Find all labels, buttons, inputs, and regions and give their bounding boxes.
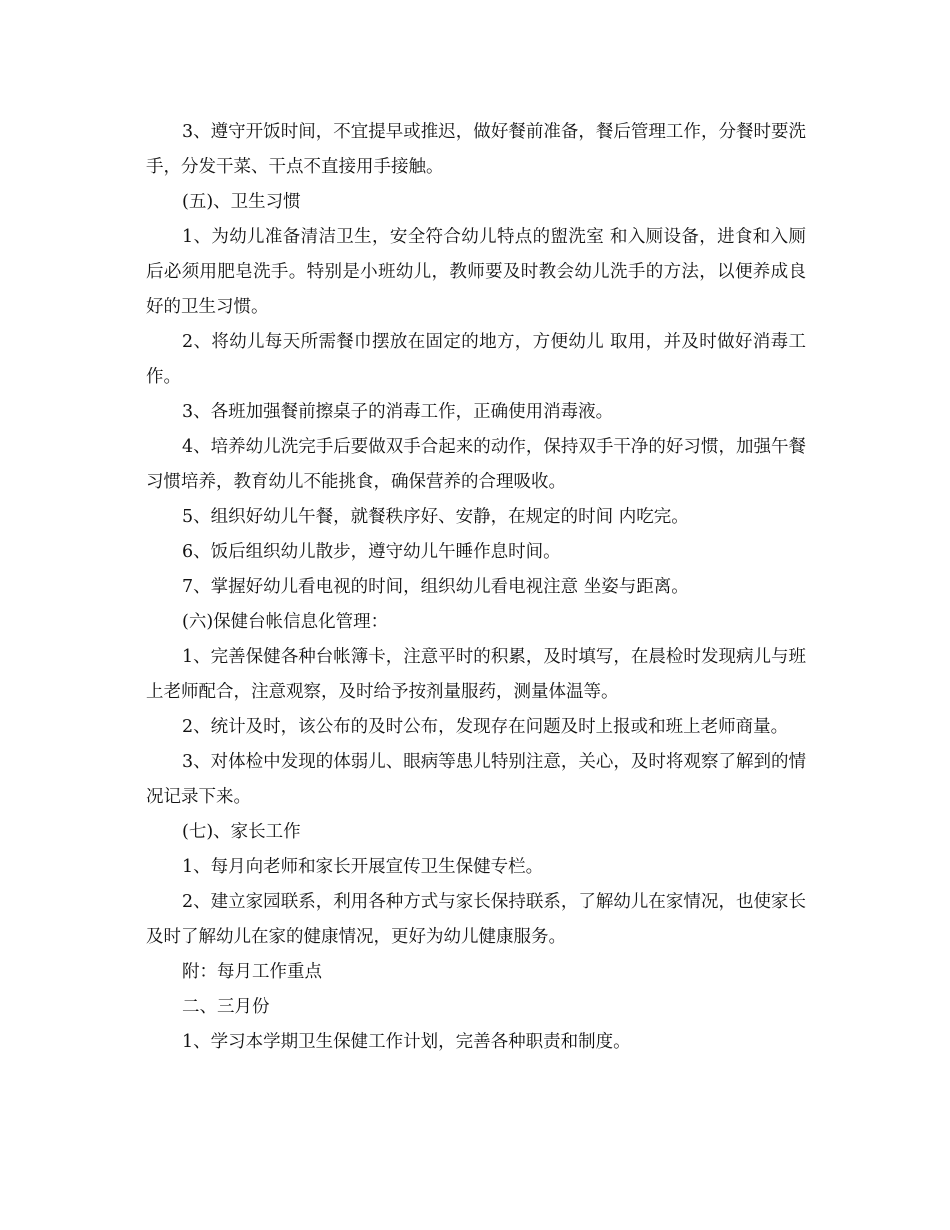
- paragraph-study-plan: 1、学习本学期卫生保健工作计划，完善各种职责和制度。: [182, 1032, 631, 1052]
- paragraph-napkins: 2、将幼儿每天所需餐巾摆放在固定的地方，方便幼儿 取用，并及时做好消毒工作。: [146, 332, 806, 387]
- paragraph-table-disinfection: 3、各班加强餐前擦桌子的消毒工作，正确使用消毒液。: [182, 402, 614, 422]
- document-body: [146, 115, 806, 1060]
- heading-february-march: 二、三月份: [182, 997, 270, 1017]
- heading-parent-work: (七)、家长工作: [182, 822, 301, 842]
- paragraph-washroom: 1、为幼儿准备清洁卫生，安全符合幼儿特点的盥洗室 和入厕设备，进食和入厕后必须用肥皂洗手。特别是小班幼儿，教师要及时教会幼儿洗手的方法，以便养成良好的卫生习惯。: [146, 227, 806, 317]
- heading-hygiene-habits: (五)、卫生习惯: [182, 192, 301, 212]
- paragraph-bulletin: 1、每月向老师和家长开展宣传卫生保健专栏。: [182, 857, 544, 877]
- paragraph-walk-nap: 6、饭后组织幼儿散步，遵守幼儿午睡作息时间。: [182, 542, 561, 562]
- paragraph-records-cards: 1、完善保健各种台帐簿卡，注意平时的积累，及时填写，在晨检时发现病儿与班上老师配合，注意观察，及时给予按剂量服药，测量体温等。: [146, 647, 806, 702]
- paragraph-lunch: 5、组织好幼儿午餐，就餐秩序好、安静，在规定的时间 内吃完。: [182, 507, 689, 527]
- paragraph-meal-time: 3、遵守开饭时间，不宜提早或推迟，做好餐前准备，餐后管理工作，分餐时要洗手，分发干菜、干点不直接用手接触。: [146, 122, 806, 177]
- heading-monthly-focus: 附：每月工作重点: [182, 962, 322, 982]
- paragraph-checkup: 3、对体检中发现的体弱儿、眼病等患儿特别注意，关心，及时将观察了解到的情况记录下来。: [146, 752, 806, 807]
- paragraph-home-contact: 2、建立家园联系，利用各种方式与家长保持联系，了解幼儿在家情况，也使家长及时了解幼儿在家的健康情况，更好为幼儿健康服务。: [146, 892, 806, 947]
- paragraph-tv-time: 7、掌握好幼儿看电视的时间，组织幼儿看电视注意 坐姿与距离。: [182, 577, 689, 597]
- paragraph-statistics: 2、统计及时，该公布的及时公布，发现存在问题及时上报或和班上老师商量。: [182, 717, 789, 737]
- heading-health-records: (六)保健台帐信息化管理：: [182, 612, 389, 632]
- paragraph-hand-habits: 4、培养幼儿洗完手后要做双手合起来的动作，保持双手干净的好习惯，加强午餐习惯培养，教育幼儿不能挑食，确保营养的合理吸收。: [146, 437, 806, 492]
